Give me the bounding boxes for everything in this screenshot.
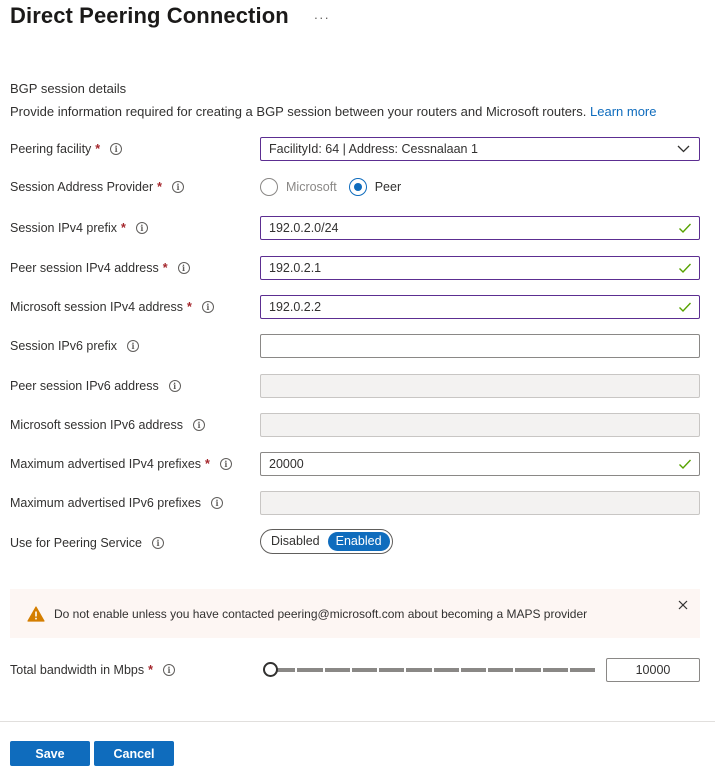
input-value: 192.0.2.1 bbox=[269, 261, 322, 275]
info-icon[interactable]: i bbox=[220, 458, 232, 470]
label-text: Peer session IPv6 address bbox=[10, 379, 159, 393]
use-peering-service-label bbox=[10, 531, 164, 555]
peering-facility-label bbox=[10, 137, 122, 161]
info-icon[interactable]: i bbox=[169, 380, 181, 392]
session-ipv4-prefix-input[interactable] bbox=[260, 216, 700, 240]
microsoft-session-ipv6-label bbox=[10, 413, 205, 437]
row-peering-facility bbox=[0, 137, 715, 161]
required-marker: * bbox=[121, 221, 126, 235]
peer-session-ipv4-label bbox=[10, 256, 190, 280]
info-icon[interactable]: i bbox=[202, 301, 214, 313]
required-marker: * bbox=[162, 261, 168, 275]
learn-more-link[interactable]: Learn more bbox=[590, 104, 657, 119]
page-title: Direct Peering Connection bbox=[10, 3, 289, 28]
info-icon[interactable]: i bbox=[172, 181, 184, 193]
peering-facility-dropdown[interactable] bbox=[260, 137, 700, 161]
peer-session-ipv6-input bbox=[260, 374, 700, 398]
info-icon[interactable]: i bbox=[211, 497, 223, 509]
dropdown-value: FacilityId: 64 | Address: Cessnalaan 1 bbox=[269, 142, 478, 156]
section-description bbox=[10, 104, 656, 119]
session-address-provider-radio-group bbox=[260, 175, 413, 199]
session-ipv4-prefix-label bbox=[10, 216, 148, 240]
session-ipv6-prefix-label bbox=[10, 334, 139, 358]
radio-peer[interactable] bbox=[349, 178, 401, 196]
microsoft-session-ipv4-label bbox=[10, 295, 214, 319]
session-address-provider-label bbox=[10, 175, 184, 199]
required-marker: * bbox=[157, 180, 163, 194]
label-text: Maximum advertised IPv4 prefixes bbox=[10, 457, 202, 471]
slider-segment bbox=[515, 668, 540, 672]
radio-circle-checked bbox=[349, 178, 367, 196]
section-description-text: Provide information required for creating a BGP session between your routers and Microsoft routers. bbox=[10, 104, 587, 119]
warning-text: Do not enable unless you have contacted peering@microsoft.com about becoming a MAPS provider bbox=[54, 606, 588, 621]
required-marker: * bbox=[205, 457, 210, 471]
cancel-button[interactable]: Cancel bbox=[94, 741, 174, 766]
info-icon[interactable]: i bbox=[136, 222, 148, 234]
label-text: Microsoft session IPv6 address bbox=[10, 418, 183, 432]
microsoft-session-ipv4-input[interactable] bbox=[260, 295, 700, 319]
toggle-option-enabled[interactable]: Enabled bbox=[328, 532, 390, 551]
toggle-option-disabled[interactable]: Disabled bbox=[271, 534, 320, 548]
check-icon bbox=[678, 457, 692, 471]
slider-segment bbox=[461, 668, 486, 672]
peer-session-ipv4-input[interactable] bbox=[260, 256, 700, 280]
peering-service-toggle bbox=[260, 529, 393, 554]
info-icon[interactable]: i bbox=[193, 419, 205, 431]
close-icon[interactable] bbox=[678, 600, 688, 610]
max-ipv6-prefixes-input bbox=[260, 491, 700, 515]
peer-session-ipv6-label bbox=[10, 374, 181, 398]
info-icon[interactable]: i bbox=[163, 664, 175, 676]
row-session-ipv6-prefix bbox=[0, 334, 715, 358]
info-icon[interactable]: i bbox=[127, 340, 139, 352]
row-max-ipv6-prefixes bbox=[0, 491, 715, 515]
label-text: Peering facility bbox=[10, 142, 92, 156]
row-use-peering-service bbox=[0, 531, 715, 555]
label-text: Maximum advertised IPv6 prefixes bbox=[10, 496, 202, 510]
required-marker: * bbox=[95, 142, 101, 156]
microsoft-session-ipv6-input bbox=[260, 413, 700, 437]
row-session-address-provider bbox=[0, 175, 715, 199]
radio-label: Microsoft bbox=[286, 180, 337, 194]
check-icon bbox=[678, 300, 692, 314]
radio-circle bbox=[260, 178, 278, 196]
session-ipv6-prefix-input[interactable] bbox=[260, 334, 700, 358]
save-button[interactable]: Save bbox=[10, 741, 90, 766]
label-text: Session IPv4 prefix bbox=[10, 221, 117, 235]
section-heading: BGP session details bbox=[10, 81, 127, 96]
input-value: 20000 bbox=[269, 457, 304, 471]
check-icon bbox=[678, 221, 692, 235]
title-row bbox=[10, 3, 330, 29]
info-icon[interactable]: i bbox=[178, 262, 190, 274]
required-marker: * bbox=[187, 300, 192, 314]
row-peer-session-ipv6 bbox=[0, 374, 715, 398]
bandwidth-input[interactable]: 10000 bbox=[606, 658, 700, 682]
row-session-ipv4-prefix bbox=[0, 216, 715, 240]
slider-segment bbox=[434, 668, 459, 672]
slider-segment bbox=[379, 668, 404, 672]
footer-divider bbox=[0, 721, 715, 722]
input-value: 192.0.2.2 bbox=[269, 300, 322, 314]
row-microsoft-session-ipv6 bbox=[0, 413, 715, 437]
label-text: Total bandwidth in Mbps bbox=[10, 663, 145, 677]
label-text: Peer session IPv4 address bbox=[10, 261, 159, 275]
input-value: 192.0.2.0/24 bbox=[269, 221, 339, 235]
slider-segment bbox=[352, 668, 377, 672]
slider-segment bbox=[297, 668, 322, 672]
slider-segment bbox=[488, 668, 513, 672]
max-ipv4-prefixes-label bbox=[10, 452, 232, 476]
label-text: Session Address Provider bbox=[10, 180, 154, 194]
chevron-down-icon bbox=[677, 144, 690, 154]
check-icon bbox=[678, 261, 692, 275]
row-max-ipv4-prefixes bbox=[0, 452, 715, 476]
max-ipv4-prefixes-input[interactable] bbox=[260, 452, 700, 476]
label-text: Microsoft session IPv4 address bbox=[10, 300, 183, 314]
info-icon[interactable]: i bbox=[152, 537, 164, 549]
slider-segment bbox=[570, 668, 595, 672]
bandwidth-slider-thumb[interactable] bbox=[263, 662, 278, 677]
slider-segment bbox=[543, 668, 568, 672]
info-icon[interactable]: i bbox=[110, 143, 122, 155]
row-peer-session-ipv4 bbox=[0, 256, 715, 280]
total-bandwidth-label bbox=[10, 658, 175, 682]
slider-segment bbox=[406, 668, 431, 672]
radio-label: Peer bbox=[374, 180, 402, 194]
warning-icon bbox=[27, 606, 45, 622]
row-microsoft-session-ipv4 bbox=[0, 295, 715, 319]
radio-microsoft[interactable] bbox=[260, 178, 337, 196]
max-ipv6-prefixes-label bbox=[10, 491, 223, 515]
required-marker: * bbox=[148, 663, 153, 677]
label-text: Use for Peering Service bbox=[10, 536, 143, 550]
more-options-icon[interactable]: ··· bbox=[313, 9, 330, 25]
slider-segment bbox=[325, 668, 350, 672]
bandwidth-slider-track[interactable] bbox=[270, 668, 595, 672]
warning-message-bar bbox=[10, 589, 700, 638]
label-text: Session IPv6 prefix bbox=[10, 339, 117, 353]
